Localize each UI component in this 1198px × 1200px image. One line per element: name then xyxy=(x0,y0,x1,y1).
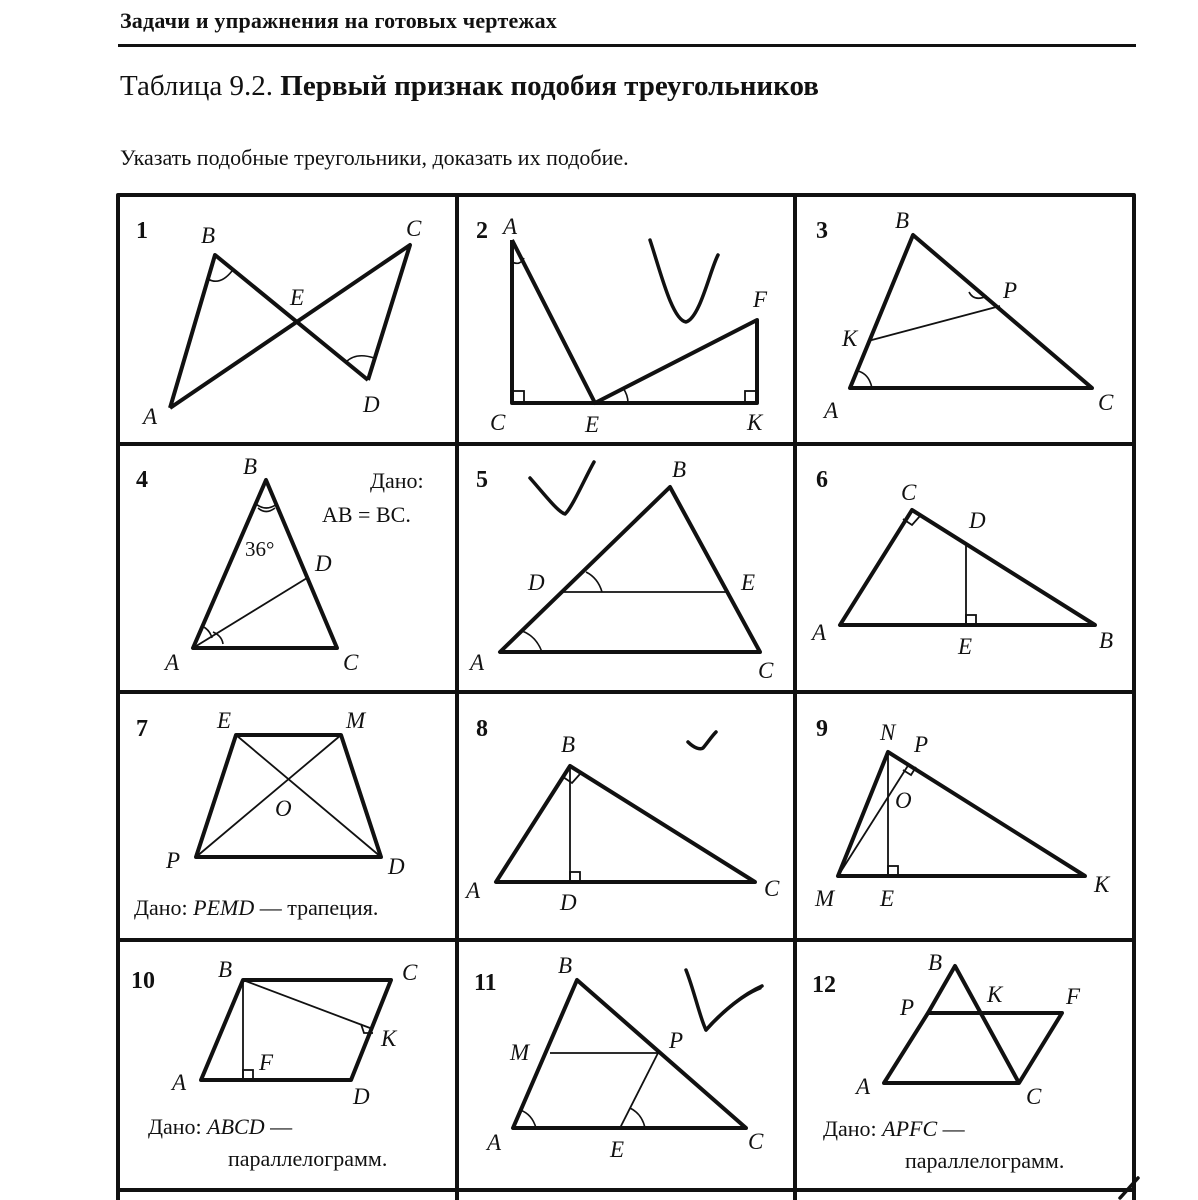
label-B: B xyxy=(218,957,233,982)
given-note xyxy=(823,1116,966,1141)
label-B: B xyxy=(561,732,576,757)
label-E: E xyxy=(217,708,232,733)
cell-number: 7 xyxy=(136,716,148,742)
cell-number: 3 xyxy=(816,218,828,244)
label-A: A xyxy=(165,650,180,675)
label-K: K xyxy=(1094,872,1110,897)
label-A: A xyxy=(143,404,158,429)
label-B: B xyxy=(895,208,910,233)
label-E: E xyxy=(880,886,895,911)
label-C: C xyxy=(1026,1084,1042,1109)
cell-number: 11 xyxy=(474,970,497,996)
label-M: M xyxy=(815,886,835,911)
given-figure: APFC xyxy=(882,1116,938,1141)
label-C: C xyxy=(406,216,422,241)
label-D: D xyxy=(388,854,405,879)
label-A: A xyxy=(487,1130,502,1155)
cell-number: 6 xyxy=(816,467,828,493)
figure-12 xyxy=(812,950,1081,1173)
angle-label: 36° xyxy=(245,537,275,561)
label-F: F xyxy=(1066,984,1081,1009)
figure-1 xyxy=(136,216,422,429)
label-M: M xyxy=(510,1040,530,1065)
label-B: B xyxy=(672,457,687,482)
label-B: B xyxy=(1099,628,1114,653)
cell-number: 12 xyxy=(812,972,836,998)
label-A: A xyxy=(856,1074,871,1099)
label-P: P xyxy=(166,848,181,873)
label-C: C xyxy=(343,650,359,675)
label-D: D xyxy=(560,890,577,915)
label-C: C xyxy=(402,960,418,985)
label-D: D xyxy=(969,508,986,533)
label-O: O xyxy=(275,796,292,821)
given-figure: PEMD xyxy=(193,895,255,920)
title-prefix: Таблица 9.2. xyxy=(120,70,274,102)
figure-9 xyxy=(814,716,1111,911)
label-C: C xyxy=(748,1129,764,1154)
label-P: P xyxy=(900,995,915,1020)
label-M: M xyxy=(346,708,366,733)
label-D: D xyxy=(528,570,545,595)
given-label: Дано: xyxy=(148,1114,202,1139)
label-F: F xyxy=(259,1050,274,1075)
label-C: C xyxy=(901,480,917,505)
label-B: B xyxy=(201,223,216,248)
cell-number: 10 xyxy=(131,968,155,994)
cell-number: 1 xyxy=(136,218,148,244)
label-E: E xyxy=(290,285,305,310)
handwritten-checkmark xyxy=(688,732,716,749)
figure-4 xyxy=(136,454,424,675)
label-E: E xyxy=(741,570,756,595)
label-D: D xyxy=(353,1084,370,1109)
label-A: A xyxy=(470,650,485,675)
label-E: E xyxy=(958,634,973,659)
label-K: K xyxy=(747,410,763,435)
figure-6 xyxy=(810,467,1113,659)
cell-number: 9 xyxy=(816,716,828,742)
given-condition: AB = BC. xyxy=(322,502,411,527)
given-label: Дано: xyxy=(823,1116,877,1141)
label-K: K xyxy=(381,1026,397,1051)
label-P: P xyxy=(1003,278,1018,303)
cell-number: 4 xyxy=(136,467,148,493)
figure-10 xyxy=(131,957,418,1171)
label-A: A xyxy=(812,620,827,645)
given-label: Дано: xyxy=(370,468,424,493)
label-B: B xyxy=(243,454,258,479)
label-A: A xyxy=(172,1070,187,1095)
label-C: C xyxy=(1098,390,1114,415)
figure-11 xyxy=(474,953,764,1162)
given-text: — xyxy=(942,1116,965,1141)
label-B: B xyxy=(558,953,573,978)
label-E: E xyxy=(610,1137,625,1162)
label-B: B xyxy=(928,950,943,975)
label-K: K xyxy=(987,982,1003,1007)
given-note xyxy=(148,1114,293,1139)
label-C: C xyxy=(758,658,774,683)
given-note-line2: параллелограмм. xyxy=(228,1146,388,1171)
label-K: K xyxy=(842,326,858,351)
label-A: A xyxy=(503,214,518,239)
handwritten-checkmark xyxy=(530,462,594,514)
label-D: D xyxy=(315,551,332,576)
label-F: F xyxy=(753,287,768,312)
label-C: C xyxy=(764,876,780,901)
label-D: D xyxy=(363,392,380,417)
given-note-line2: параллелограмм. xyxy=(905,1148,1065,1173)
label-E: E xyxy=(585,412,600,437)
task-instruction: Указать подобные треугольники, доказать их подобие. xyxy=(120,145,629,170)
label-A: A xyxy=(466,878,481,903)
label-A: A xyxy=(824,398,839,423)
handwritten-checkmark xyxy=(650,240,718,322)
label-O: O xyxy=(895,788,912,813)
given-text: — трапеция. xyxy=(259,895,379,920)
given-label: Дано: xyxy=(134,895,188,920)
figure-8 xyxy=(464,716,780,915)
label-C: C xyxy=(490,410,506,435)
figure-3 xyxy=(816,208,1114,423)
cell-number: 5 xyxy=(476,467,488,493)
figure-2 xyxy=(476,214,768,437)
title-bold: Первый признак подобия треугольников xyxy=(280,70,819,102)
given-text: — xyxy=(270,1114,293,1139)
label-P: P xyxy=(914,732,929,757)
figure-7 xyxy=(134,708,405,920)
figure-5 xyxy=(468,457,774,683)
cell-number: 2 xyxy=(476,218,488,244)
given-note xyxy=(134,895,378,920)
page-header: Задачи и упражнения на готовых чертежах xyxy=(120,8,557,33)
handwritten-checkmark xyxy=(686,970,760,1030)
given-figure: ABCD xyxy=(207,1114,265,1139)
label-N: N xyxy=(880,720,896,745)
label-P: P xyxy=(669,1028,684,1053)
cell-number: 8 xyxy=(476,716,488,742)
